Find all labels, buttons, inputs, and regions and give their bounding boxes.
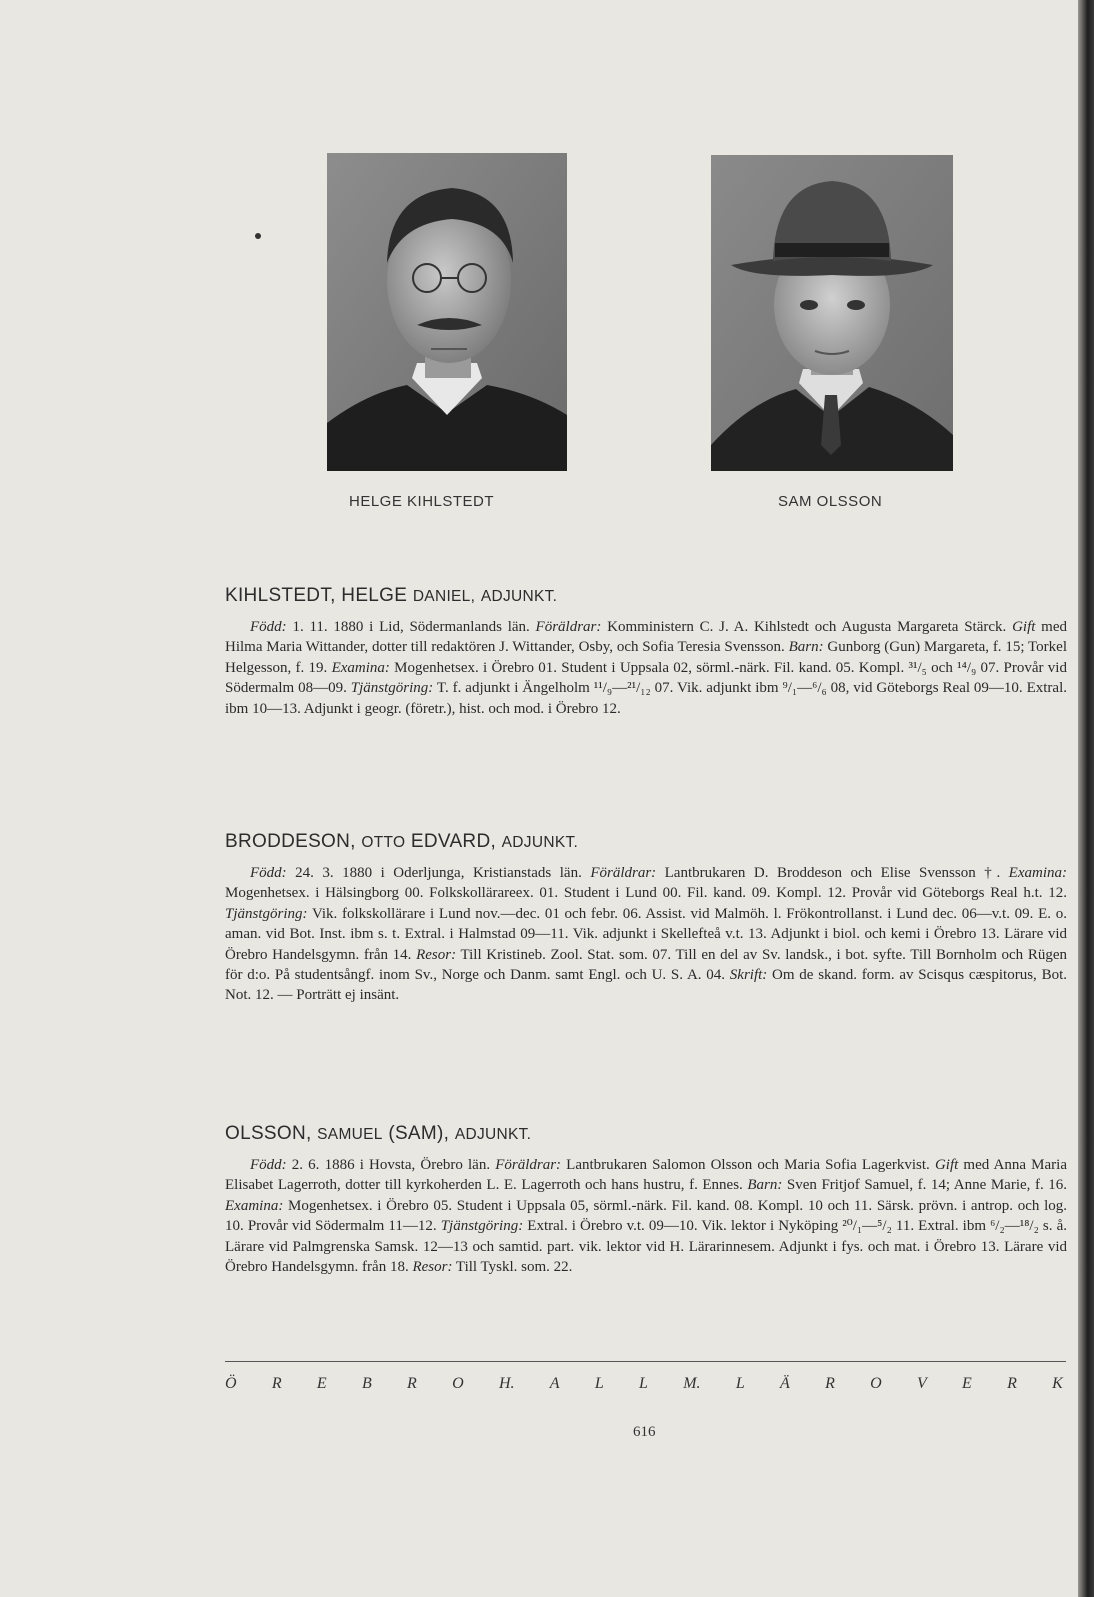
- portrait-image: [711, 155, 953, 471]
- entry-middle-name: (SAM),: [388, 1123, 450, 1144]
- footer-letter: R: [271, 1375, 282, 1392]
- field-text: Mogenhetsex. i Örebro 01. Student i Uppsala 02, sörml.-närk. Fil. kand. 05. Kompl. ³¹/₅ och ¹⁴/₉ 07. Provår vid Södermalm 08—09.: [225, 659, 1067, 697]
- field-text: Till Tyskl. som. 22.: [452, 1259, 573, 1276]
- biography-entry-kihlstedt: [225, 585, 1067, 719]
- portrait-image: [327, 153, 567, 471]
- field-text: Extral. i Örebro v.t. 09—10. Vik. lektor i Nyköping ²⁰/₁—⁵/₂ 11. Extral. ibm ⁶/₂—¹⁸/₂ s. å. Lärare vid Palmgrenska Samsk. 12—13 och samtid. part. vik. lektor vid H. Lärarinnesem. Adjunkt i fys. och mat. i Örebro 13. Lärare vid Örebro Handelsgymn. från 18.: [225, 1218, 1067, 1276]
- field-label: Barn:: [747, 1177, 783, 1194]
- page-edge-shadow: [1078, 0, 1094, 1597]
- entry-body: [225, 1155, 1067, 1277]
- field-text: Mogenhetsex. i Hälsingborg 00. Folkskollärareex. 01. Student i Lund 00. Fil. kand. 09. Kompl. 12. Provår vid Göteborgs Real h.t. 12.: [225, 885, 1067, 902]
- field-text: Till Kristineb. Zool. Stat. som. 07. Till en del av Sv. landsk., i bot. syfte. Till Bornholm och Rügen för d:o. På studentsångf. inom Sv., Norge och Danm. samt Engl. och U. S. A. 04.: [225, 946, 1068, 984]
- field-text: Om de skand. form. av Scisqus cæspitorus, Bot. Not. 12. — Porträtt ej insänt.: [225, 967, 1067, 1004]
- footer-letter: B: [361, 1375, 372, 1392]
- field-label: Tjänstgöring:: [350, 680, 434, 697]
- field-label: Tjänstgöring:: [225, 905, 308, 922]
- entry-given-name: OTTO: [361, 834, 406, 851]
- field-text: Mogenhetsex. i Örebro 05. Student i Uppsala 05, sörml.-närk. Fil. kand. 08. Kompl. 10 och 11. Särsk. prövn. i antrop. och log. 10. Provår vid Södermalm 11—12.: [225, 1197, 1067, 1235]
- footer-letter: Ö: [225, 1375, 237, 1392]
- entry-middle-name: EDVARD,: [410, 831, 497, 852]
- running-footer: [225, 1375, 1063, 1393]
- footer-letter: L: [639, 1375, 648, 1392]
- portrait-photo-helge-kihlstedt: [327, 153, 567, 471]
- field-text: 1. 11. 1880 i Lid, Södermanlands län.: [286, 619, 536, 635]
- biography-entry-olsson: [225, 1123, 1067, 1277]
- entry-body: [225, 863, 1067, 1006]
- page-number: 616: [633, 1424, 656, 1440]
- footer-letter: E: [962, 1375, 972, 1392]
- footer-letter: L: [735, 1375, 745, 1392]
- entry-title: ADJUNKT.: [480, 588, 558, 605]
- field-text: T. f. adjunkt i Ängelholm ¹¹/₉—²¹/₁₂ 07. Vik. adjunkt ibm ⁹/₁—⁶/₆ 08, vid Göteborgs Real 09—10. Extral. ibm 10—13. Adjunkt i geogr. (företr.), hist. och mod. i Örebro 12.: [225, 680, 1068, 717]
- field-label: Barn:: [788, 639, 824, 656]
- field-label: Examina:: [1008, 865, 1067, 881]
- field-text: med Anna Maria Elisabet Lagerroth, dotter till kyrkoherden L. E. Lagerroth och hans hustru, f. Ennes.: [225, 1157, 1067, 1194]
- field-label: Föräldrar:: [535, 619, 602, 635]
- photo-caption: SAM OLSSON: [778, 493, 883, 510]
- field-text: med Hilma Maria Wittander, dotter till redaktören J. Wittander, Osby, och Sofia Teresia Svensson.: [225, 619, 1067, 656]
- entry-given-name: SAMUEL: [317, 1126, 383, 1143]
- footer-letter: R: [1007, 1375, 1017, 1392]
- field-label: Född:: [250, 865, 287, 881]
- footer-rule: [225, 1361, 1066, 1362]
- footer-letter: V: [916, 1375, 927, 1392]
- biography-entry-broddeson: [225, 831, 1067, 1006]
- footer-letter: A: [549, 1375, 560, 1392]
- field-text: 2. 6. 1886 i Hovsta, Örebro län.: [286, 1157, 496, 1173]
- field-text: 24. 3. 1880 i Oderljunga, Kristianstads län.: [286, 865, 591, 881]
- field-label: Skrift:: [729, 967, 768, 984]
- photo-caption: HELGE KIHLSTEDT: [349, 493, 495, 510]
- footer-letter: H.: [498, 1375, 515, 1392]
- field-text: Sven Fritjof Samuel, f. 14; Anne Marie, f. 16.: [782, 1177, 1068, 1194]
- entry-body: [225, 617, 1067, 719]
- entry-surname: OLSSON,: [225, 1123, 312, 1144]
- field-label: Examina:: [331, 659, 390, 676]
- footer-letter: M.: [683, 1375, 701, 1392]
- field-text: Lantbrukaren D. Broddeson och Elise Svensson †.: [656, 865, 1009, 881]
- field-label: Föräldrar:: [495, 1157, 562, 1173]
- portrait-photo-sam-olsson: [711, 155, 953, 471]
- footer-letter: R: [825, 1375, 835, 1392]
- field-text: Gunborg (Gun) Margareta, f. 15; Torkel Helgesson, f. 19.: [225, 639, 1067, 676]
- field-label: Gift: [1012, 619, 1036, 635]
- entry-given-name: HELGE: [341, 585, 408, 606]
- ink-dot: [255, 233, 261, 239]
- field-label: Examina:: [225, 1197, 284, 1214]
- field-label: Född:: [250, 1157, 287, 1173]
- entry-surname: BRODDESON,: [225, 831, 356, 852]
- footer-letter: E: [316, 1375, 327, 1392]
- entry-heading: [225, 585, 1067, 607]
- field-label: Gift: [934, 1157, 959, 1173]
- field-text: Komministern C. J. A. Kihlstedt och Augusta Margareta Stärck.: [601, 619, 1013, 635]
- field-text: Vik. folkskollärare i Lund nov.—dec. 01 och febr. 06. Assist. vid Malmöh. l. Frökontrollanst. i Lund dec. 06—v.t. 09. E. o. aman. vid Bot. Inst. ibm s. t. Extral. i Halmstad 09—11. Vik. adjunkt i Skellefteå v.t. 13. Adjunkt i biol. och kemi i Örebro 13. Lärare vid Örebro Handelsgymn. från 14.: [225, 905, 1067, 963]
- footer-letter: O: [870, 1375, 882, 1392]
- entry-heading: [225, 831, 1067, 853]
- footer-letter: R: [407, 1375, 417, 1392]
- footer-letter: L: [594, 1375, 604, 1392]
- field-label: Resor:: [416, 946, 457, 963]
- footer-letter: K: [1052, 1375, 1063, 1392]
- entry-heading: [225, 1123, 1067, 1145]
- field-text: Lantbrukaren Salomon Olsson och Maria Sofia Lagerkvist.: [561, 1157, 935, 1173]
- entry-middle-name: DANIEL,: [412, 588, 476, 605]
- field-label: Tjänstgöring:: [440, 1218, 524, 1235]
- footer-letter: Ä: [780, 1375, 790, 1392]
- entry-title: ADJUNKT.: [501, 834, 579, 851]
- entry-title: ADJUNKT.: [454, 1126, 532, 1143]
- field-label: Föräldrar:: [590, 865, 657, 881]
- entry-surname: KIHLSTEDT,: [225, 585, 336, 606]
- field-label: Född:: [250, 619, 287, 635]
- field-label: Resor:: [412, 1259, 453, 1276]
- footer-letter: O: [452, 1375, 464, 1392]
